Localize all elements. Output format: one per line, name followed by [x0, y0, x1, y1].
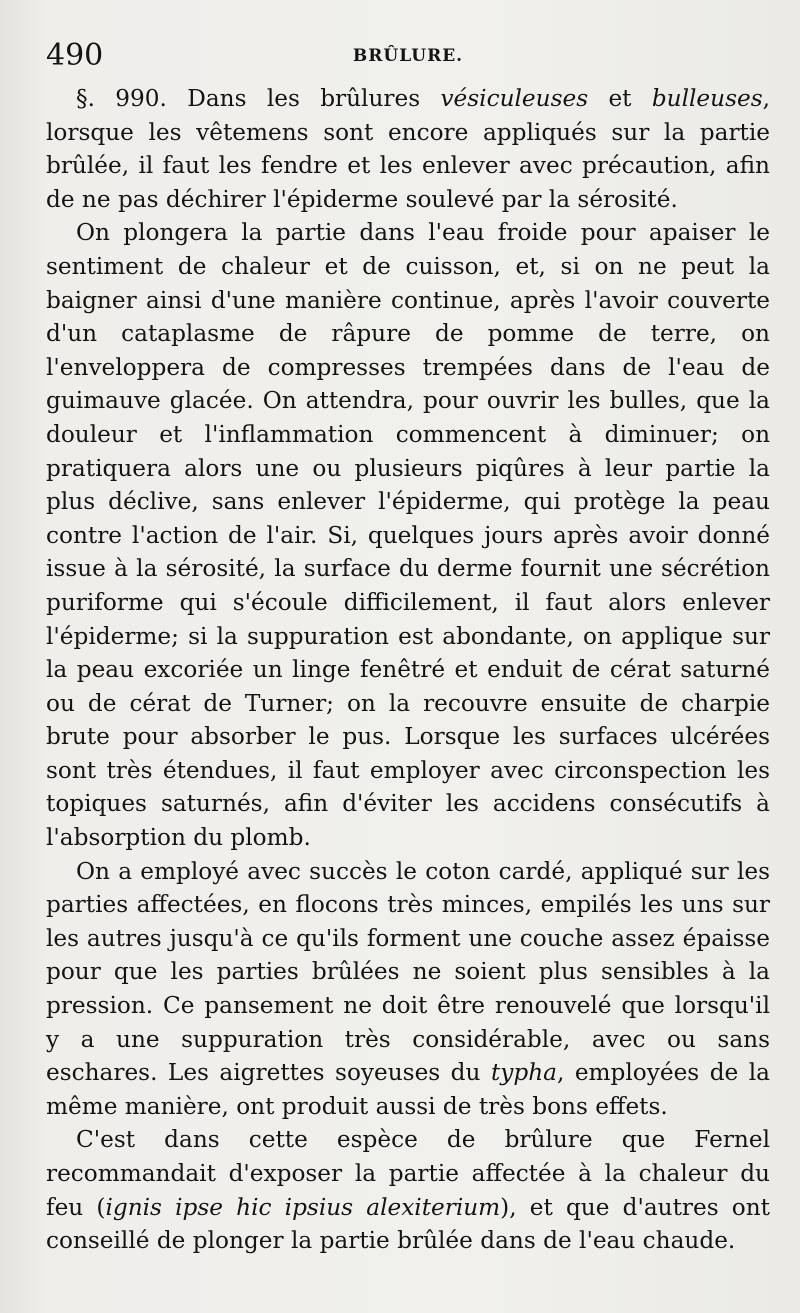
page-number: 490: [46, 38, 104, 73]
italic-term: bulleuses: [651, 85, 763, 112]
text-segment: , employées de la même manière, ont produit aussi de très bons effets.: [46, 1059, 770, 1120]
paragraph-2: [46, 216, 770, 854]
paragraph-1: [46, 82, 770, 216]
text-segment: ), et que d'autres ont conseillé de plonger la partie brûlée dans de l'eau chaude.: [46, 1193, 770, 1255]
latin-quote: ignis ipse hic ipsius alexiterium: [105, 1193, 501, 1221]
running-title: BRÛLURE.: [352, 46, 464, 66]
text-segment: C'est dans cette espèce de brûlure que Fernel recommandait d'exposer la partie affectée à la chaleur du feu (: [46, 1126, 770, 1221]
italic-term: typha: [490, 1059, 557, 1087]
page-header: [46, 38, 770, 82]
paragraph-3: [46, 855, 770, 1124]
paragraph-4: [46, 1123, 770, 1257]
text-segment: et: [588, 85, 652, 112]
body-text: [46, 82, 770, 1258]
italic-term: vésiculeuses: [440, 85, 589, 112]
text-segment: , lorsque les vêtemens sont encore appliqués sur la partie brûlée, il faut les fendre et les enlever avec précaution, afin de ne pas déchirer l'épiderme soulevé par la sérosité.: [46, 85, 770, 213]
text-segment: On a employé avec succès le coton cardé, appliqué sur les parties affectées, en flocons très minces, empilés les uns sur les autres jusqu'à ce qu'ils forment une couche assez épaisse pour que les parties brûlées ne soient plus sensibles à la pression. Ce pansement ne doit être renouvelé que lorsqu'il y a une suppuration très considérable, avec ou sans eschares. Les aigrettes soyeuses du: [46, 857, 770, 1087]
text-segment: §. 990. Dans les brûlures: [76, 85, 441, 112]
text-segment: On plongera la partie dans l'eau froide pour apaiser le sentiment de chaleur et de cuisson, et, si on ne peut la baigner ainsi d'une manière continue, après l'avoir couverte d'un cataplasme de râpure de pomme de terre, on l'enveloppera de compresses trempées dans de l'eau de guimauve glacée. On attendra, pour ouvrir les bulles, que la douleur et l'inflammation commencent à diminuer; on pratiquera alors une ou plusieurs piqûres à leur partie la plus déclive, sans enlever l'épiderme, qui protège la peau contre l'action de l'air. Si, quelques jours après avoir donné issue à la sérosité, la surface du derme fournit une sécrétion puriforme qui s'écoule difficilement, il faut alors enlever l'épiderme; si la suppuration est abondante, on applique sur la peau excoriée un linge fenêtré et enduit de cérat saturné ou de cérat de Turner; on la recouvre ensuite de charpie brute pour absorber le pus. Lorsque les surfaces ulcérées sont très étendues, il faut employer avec circonspection les topiques saturnés, afin d'éviter les accidens consécutifs à l'absorption du plomb.: [46, 219, 770, 852]
